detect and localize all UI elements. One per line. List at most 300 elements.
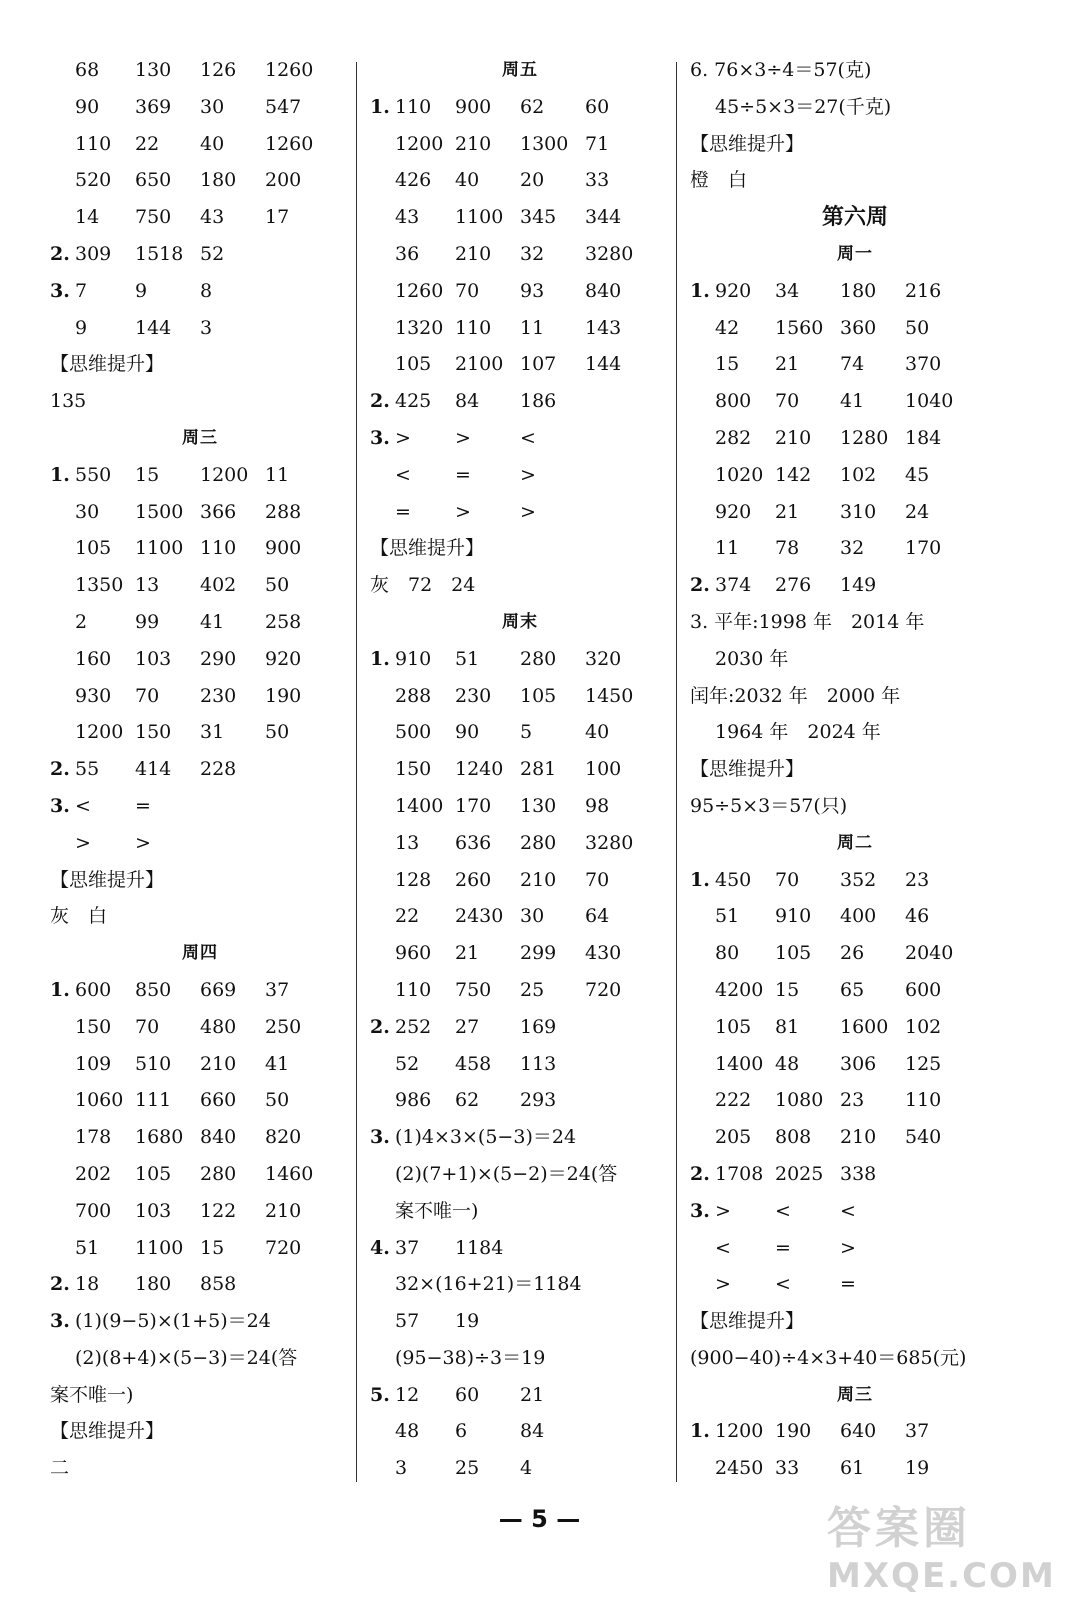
column-divider-1: [356, 62, 357, 1482]
answer-row: [690, 1082, 1020, 1119]
answer-value: 180: [200, 169, 237, 192]
section-heading: 周一: [837, 243, 873, 264]
answer-value: 547: [265, 95, 302, 118]
answer-line: [50, 383, 350, 420]
answer-value: 40: [200, 132, 225, 155]
answer-value: 110: [455, 316, 492, 339]
answer-value: 8: [200, 279, 213, 302]
answer-value: 3280: [585, 831, 634, 854]
column-3: [690, 52, 1020, 1487]
answer-value: 43: [200, 206, 225, 229]
answer-value: 1260: [265, 132, 314, 155]
answer-value: 1260: [395, 279, 444, 302]
answer-value: 288: [265, 500, 302, 523]
answer-row: [50, 52, 350, 89]
answer-line: [690, 678, 1020, 715]
answer-row: [690, 898, 1020, 935]
answer-text: 【思维提升】: [690, 132, 805, 155]
answer-value: 57: [395, 1310, 420, 1333]
answer-value: 50: [905, 316, 930, 339]
answer-value: 150: [75, 1015, 112, 1038]
answer-row: [370, 273, 670, 310]
answer-value: 33: [585, 169, 610, 192]
answer-row: [690, 346, 1020, 383]
answer-row: [50, 126, 350, 163]
answer-value: 720: [265, 1236, 302, 1259]
answer-value: >: [715, 1273, 731, 1296]
answer-value: 1020: [715, 463, 764, 486]
answer-value: 369: [135, 95, 172, 118]
answer-row: [370, 751, 670, 788]
answer-value: 62: [455, 1089, 480, 1112]
answer-row: [370, 898, 670, 935]
answer-value: <: [840, 1199, 856, 1222]
answer-row: [690, 935, 1020, 972]
answer-value: 430: [585, 942, 622, 965]
answer-row: [690, 310, 1020, 347]
answer-text: 【思维提升】: [690, 1310, 805, 1333]
answer-row: [50, 310, 350, 347]
answer-value: 280: [520, 831, 557, 854]
answer-row: [370, 1413, 670, 1450]
watermark-logo: [827, 1492, 1067, 1596]
answer-value: 98: [585, 794, 610, 817]
answer-row: [50, 1009, 350, 1046]
answer-value: <: [395, 463, 411, 486]
answer-value: 25: [520, 978, 545, 1001]
answer-value: 210: [265, 1199, 302, 1222]
answer-value: 41: [840, 390, 865, 413]
question-number: 3.: [690, 1199, 710, 1222]
answer-value: 64: [585, 905, 610, 928]
answer-value: 50: [265, 1089, 290, 1112]
answer-value: 640: [840, 1420, 877, 1443]
answer-row: [690, 862, 1020, 899]
answer-value: 31: [200, 721, 225, 744]
answer-row: [50, 1156, 350, 1193]
answer-value: =: [395, 500, 411, 523]
answer-value: 11: [520, 316, 545, 339]
answer-row: [50, 1082, 350, 1119]
answer-text: (2)(7+1)×(5−2)＝24(答: [395, 1162, 618, 1185]
answer-value: 170: [905, 537, 942, 560]
answer-value: 960: [395, 942, 432, 965]
question-number: 3.: [50, 1310, 70, 1333]
answer-value: 70: [135, 1015, 160, 1038]
answer-text: 135: [50, 390, 87, 413]
answer-value: 930: [75, 684, 112, 707]
answer-value: 160: [75, 647, 112, 670]
answer-value: 293: [520, 1089, 557, 1112]
answer-value: 80: [715, 942, 740, 965]
answer-row: [370, 972, 670, 1009]
section-heading: 周末: [502, 611, 538, 632]
answer-row: [50, 678, 350, 715]
answer-value: 700: [75, 1199, 112, 1222]
answer-value: 3: [200, 316, 213, 339]
answer-value: 425: [395, 390, 432, 413]
answer-row: [370, 788, 670, 825]
answer-value: 70: [585, 868, 610, 891]
answer-row: [50, 199, 350, 236]
answer-value: 205: [715, 1126, 752, 1149]
answer-value: 142: [775, 463, 812, 486]
section-heading: 第六周: [821, 204, 888, 231]
answer-row: [50, 494, 350, 531]
answer-value: 808: [775, 1126, 812, 1149]
answer-value: 750: [455, 978, 492, 1001]
answer-text: 3. 平年:1998 年 2014 年: [690, 610, 925, 633]
answer-row: [690, 972, 1020, 1009]
answer-value: 900: [455, 95, 492, 118]
answer-row: [50, 1119, 350, 1156]
answer-value: 840: [200, 1126, 237, 1149]
answer-value: 40: [455, 169, 480, 192]
answer-value: 52: [200, 242, 225, 265]
question-number: 5.: [370, 1383, 390, 1406]
answer-line: [370, 1340, 670, 1377]
answer-value: 900: [265, 537, 302, 560]
answer-value: 280: [520, 647, 557, 670]
answer-value: 458: [455, 1052, 492, 1075]
answer-value: 2450: [715, 1457, 764, 1480]
question-number: 2.: [370, 390, 390, 413]
answer-value: 210: [775, 426, 812, 449]
answer-value: 1100: [135, 537, 184, 560]
answer-row: [50, 972, 350, 1009]
answer-line: [50, 898, 350, 935]
answer-value: 21: [520, 1383, 545, 1406]
answer-value: 344: [585, 206, 622, 229]
question-number: 1.: [50, 978, 70, 1001]
answer-row: [50, 567, 350, 604]
answer-value: 210: [200, 1052, 237, 1075]
answer-value: 1260: [265, 59, 314, 81]
answer-value: 230: [455, 684, 492, 707]
answer-row: [50, 641, 350, 678]
page-number: — 5 —: [498, 1505, 581, 1533]
answer-value: 37: [395, 1236, 420, 1259]
answer-value: >: [520, 463, 536, 486]
answer-value: 345: [520, 206, 557, 229]
answer-line: [690, 641, 1020, 678]
answer-text: 案不唯一): [50, 1383, 134, 1406]
answer-row: [50, 825, 350, 862]
answer-value: 306: [840, 1052, 877, 1075]
answer-row: [50, 604, 350, 641]
answer-value: 1560: [775, 316, 824, 339]
answer-value: =: [775, 1236, 791, 1259]
answer-value: 170: [455, 794, 492, 817]
answer-value: 309: [75, 242, 112, 265]
answer-value: 48: [395, 1420, 420, 1443]
answer-row: [370, 310, 670, 347]
answer-value: 30: [200, 95, 225, 118]
answer-line: [370, 1193, 670, 1230]
answer-line: [50, 1340, 350, 1377]
answer-row: [50, 1193, 350, 1230]
answer-value: 180: [135, 1273, 172, 1296]
answer-value: 660: [200, 1089, 237, 1112]
answer-text: 闰年:2032 年 2000 年: [690, 684, 901, 707]
answer-value: 51: [455, 647, 480, 670]
answer-value: 19: [905, 1457, 930, 1480]
answer-text: (1)(9−5)×(1+5)＝24: [75, 1310, 271, 1333]
answer-line: [690, 126, 1020, 163]
answer-value: 65: [840, 978, 865, 1001]
answer-value: 250: [265, 1015, 302, 1038]
answer-value: 105: [75, 537, 112, 560]
answer-value: 84: [520, 1420, 545, 1443]
answer-value: 178: [75, 1126, 112, 1149]
answer-row: [370, 346, 670, 383]
answer-value: 320: [585, 647, 622, 670]
answer-line: [50, 346, 350, 383]
answer-value: =: [455, 463, 471, 486]
answer-value: 600: [905, 978, 942, 1001]
answer-value: 650: [135, 169, 172, 192]
answer-value: 1080: [775, 1089, 824, 1112]
answer-row: [370, 1009, 670, 1046]
answer-line: [690, 751, 1020, 788]
answer-value: 800: [715, 390, 752, 413]
question-number: 3.: [370, 426, 390, 449]
answer-value: 24: [905, 500, 930, 523]
answer-text: 2030 年: [715, 647, 789, 670]
answer-row: [690, 1156, 1020, 1193]
answer-value: 130: [135, 59, 172, 81]
answer-value: 202: [75, 1162, 112, 1185]
answer-text: 灰 白: [50, 905, 108, 928]
answer-value: >: [395, 426, 411, 449]
answer-value: 850: [135, 978, 172, 1001]
answer-text: 【思维提升】: [50, 353, 165, 376]
column-1: [50, 52, 350, 1487]
answer-value: 41: [265, 1052, 290, 1075]
answer-row: [370, 1377, 670, 1414]
answer-row: [370, 199, 670, 236]
answer-line: [50, 1303, 350, 1340]
answer-value: 13: [395, 831, 420, 854]
answer-value: >: [75, 831, 91, 854]
answer-value: 21: [775, 353, 800, 376]
answer-value: 1400: [715, 1052, 764, 1075]
question-number: 1.: [690, 868, 710, 891]
question-number: 3.: [370, 1126, 390, 1149]
answer-value: 2100: [455, 353, 504, 376]
answer-value: 1450: [585, 684, 634, 707]
answer-value: 222: [715, 1089, 752, 1112]
answer-value: >: [135, 831, 151, 854]
answer-row: [50, 530, 350, 567]
answer-value: 84: [455, 390, 480, 413]
answer-value: >: [455, 500, 471, 523]
answer-line: [690, 714, 1020, 751]
answer-value: 252: [395, 1015, 432, 1038]
answer-row: [370, 1046, 670, 1083]
answer-value: 1350: [75, 574, 124, 597]
answer-line: [690, 1303, 1020, 1340]
answer-value: 130: [520, 794, 557, 817]
answer-value: 125: [905, 1052, 942, 1075]
answer-value: 150: [135, 721, 172, 744]
answer-text: 【思维提升】: [50, 1420, 165, 1443]
answer-value: 19: [455, 1310, 480, 1333]
answer-value: 110: [395, 978, 432, 1001]
answer-value: 68: [75, 59, 100, 81]
answer-value: 22: [395, 905, 420, 928]
answer-value: 1200: [395, 132, 444, 155]
answer-value: 190: [775, 1420, 812, 1443]
answer-value: 36: [395, 242, 420, 265]
answer-value: 169: [520, 1015, 557, 1038]
answer-row: [50, 788, 350, 825]
answer-value: 1200: [200, 463, 249, 486]
answer-value: =: [840, 1273, 856, 1296]
answer-value: 27: [455, 1015, 480, 1038]
answer-line: [370, 530, 670, 567]
answer-line: [690, 788, 1020, 825]
answer-text: 6. 76×3÷4＝57(克): [690, 59, 872, 81]
answer-value: >: [455, 426, 471, 449]
answer-value: 52: [395, 1052, 420, 1075]
answer-value: 105: [135, 1162, 172, 1185]
answer-row: [370, 1450, 670, 1487]
answer-value: 228: [200, 758, 237, 781]
answer-row: [370, 89, 670, 126]
answer-value: 669: [200, 978, 237, 1001]
answer-value: 93: [520, 279, 545, 302]
answer-text: 橙 白: [690, 169, 748, 192]
answer-value: <: [775, 1273, 791, 1296]
answer-value: 110: [905, 1089, 942, 1112]
answer-value: 34: [775, 279, 800, 302]
answer-value: 9: [135, 279, 148, 302]
answer-value: 1680: [135, 1126, 184, 1149]
answer-value: 105: [775, 942, 812, 965]
answer-value: 105: [395, 353, 432, 376]
answer-value: 13: [135, 574, 160, 597]
answer-value: 540: [905, 1126, 942, 1149]
answer-row: [50, 273, 350, 310]
answer-value: 99: [135, 610, 160, 633]
section-heading: 周三: [837, 1384, 873, 1405]
answer-row: [690, 530, 1020, 567]
answer-text: 二: [50, 1457, 70, 1480]
answer-value: 1100: [455, 206, 504, 229]
answer-value: 400: [840, 905, 877, 928]
answer-value: 105: [715, 1015, 752, 1038]
answer-value: 636: [455, 831, 492, 854]
answer-value: 186: [520, 390, 557, 413]
answer-value: 46: [905, 905, 930, 928]
answer-value: 33: [775, 1457, 800, 1480]
answer-value: 15: [135, 463, 160, 486]
answer-value: 290: [200, 647, 237, 670]
answer-value: 352: [840, 868, 877, 891]
answer-text: (2)(8+4)×(5−3)＝24(答: [75, 1346, 298, 1369]
answer-value: 70: [135, 684, 160, 707]
answer-value: 210: [840, 1126, 877, 1149]
answer-line: [690, 52, 1020, 89]
answer-value: 426: [395, 169, 432, 192]
answer-value: 360: [840, 316, 877, 339]
answer-value: 1500: [135, 500, 184, 523]
answer-value: 149: [840, 574, 877, 597]
answer-text: 32×(16+21)＝1184: [395, 1273, 582, 1296]
answer-value: 210: [455, 132, 492, 155]
question-number: 3.: [50, 794, 70, 817]
answer-line: [370, 1156, 670, 1193]
answer-value: 45: [905, 463, 930, 486]
answer-value: 480: [200, 1015, 237, 1038]
answer-value: 43: [395, 206, 420, 229]
answer-row: [690, 1119, 1020, 1156]
answer-row: [690, 273, 1020, 310]
answer-value: 920: [265, 647, 302, 670]
answer-value: 21: [775, 500, 800, 523]
answer-value: 450: [715, 868, 752, 891]
answer-row: [370, 641, 670, 678]
answer-value: 18: [75, 1273, 100, 1296]
answer-value: 30: [75, 500, 100, 523]
answer-value: 260: [455, 868, 492, 891]
answer-value: 402: [200, 574, 237, 597]
answer-value: 986: [395, 1089, 432, 1112]
answer-row: [50, 1046, 350, 1083]
answer-value: 37: [905, 1420, 930, 1443]
answer-value: 1300: [520, 132, 569, 155]
answer-value: 920: [715, 500, 752, 523]
answer-text: 案不唯一): [395, 1199, 479, 1222]
answer-value: 22: [135, 132, 160, 155]
answer-value: 15: [775, 978, 800, 1001]
answer-value: 128: [395, 868, 432, 891]
answer-line: [50, 1377, 350, 1414]
answer-value: 14: [75, 206, 100, 229]
answer-text: 灰 72 24: [370, 574, 476, 597]
answer-row: [50, 162, 350, 199]
answer-value: 1600: [840, 1015, 889, 1038]
answer-value: 20: [520, 169, 545, 192]
answer-value: 282: [715, 426, 752, 449]
answer-value: 55: [75, 758, 100, 781]
question-number: 1.: [50, 463, 70, 486]
answer-value: 258: [265, 610, 302, 633]
answer-value: 2040: [905, 942, 954, 965]
answer-value: <: [520, 426, 536, 449]
answer-value: 30: [520, 905, 545, 928]
answer-value: 103: [135, 1199, 172, 1222]
answer-value: 4200: [715, 978, 764, 1001]
answer-value: 105: [520, 684, 557, 707]
answer-value: 23: [840, 1089, 865, 1112]
answer-value: 820: [265, 1126, 302, 1149]
answer-row: [50, 236, 350, 273]
answer-value: 720: [585, 978, 622, 1001]
answer-value: 62: [520, 95, 545, 118]
answer-value: 338: [840, 1162, 877, 1185]
answer-value: 1240: [455, 758, 504, 781]
answer-value: 520: [75, 169, 112, 192]
answer-value: 1100: [135, 1236, 184, 1259]
answer-text: 45÷5×3＝27(千克): [715, 95, 892, 118]
answer-value: 1184: [455, 1236, 504, 1259]
answer-line: [50, 862, 350, 899]
answer-row: [370, 494, 670, 531]
answer-value: 61: [840, 1457, 865, 1480]
answer-line: [50, 1413, 350, 1450]
